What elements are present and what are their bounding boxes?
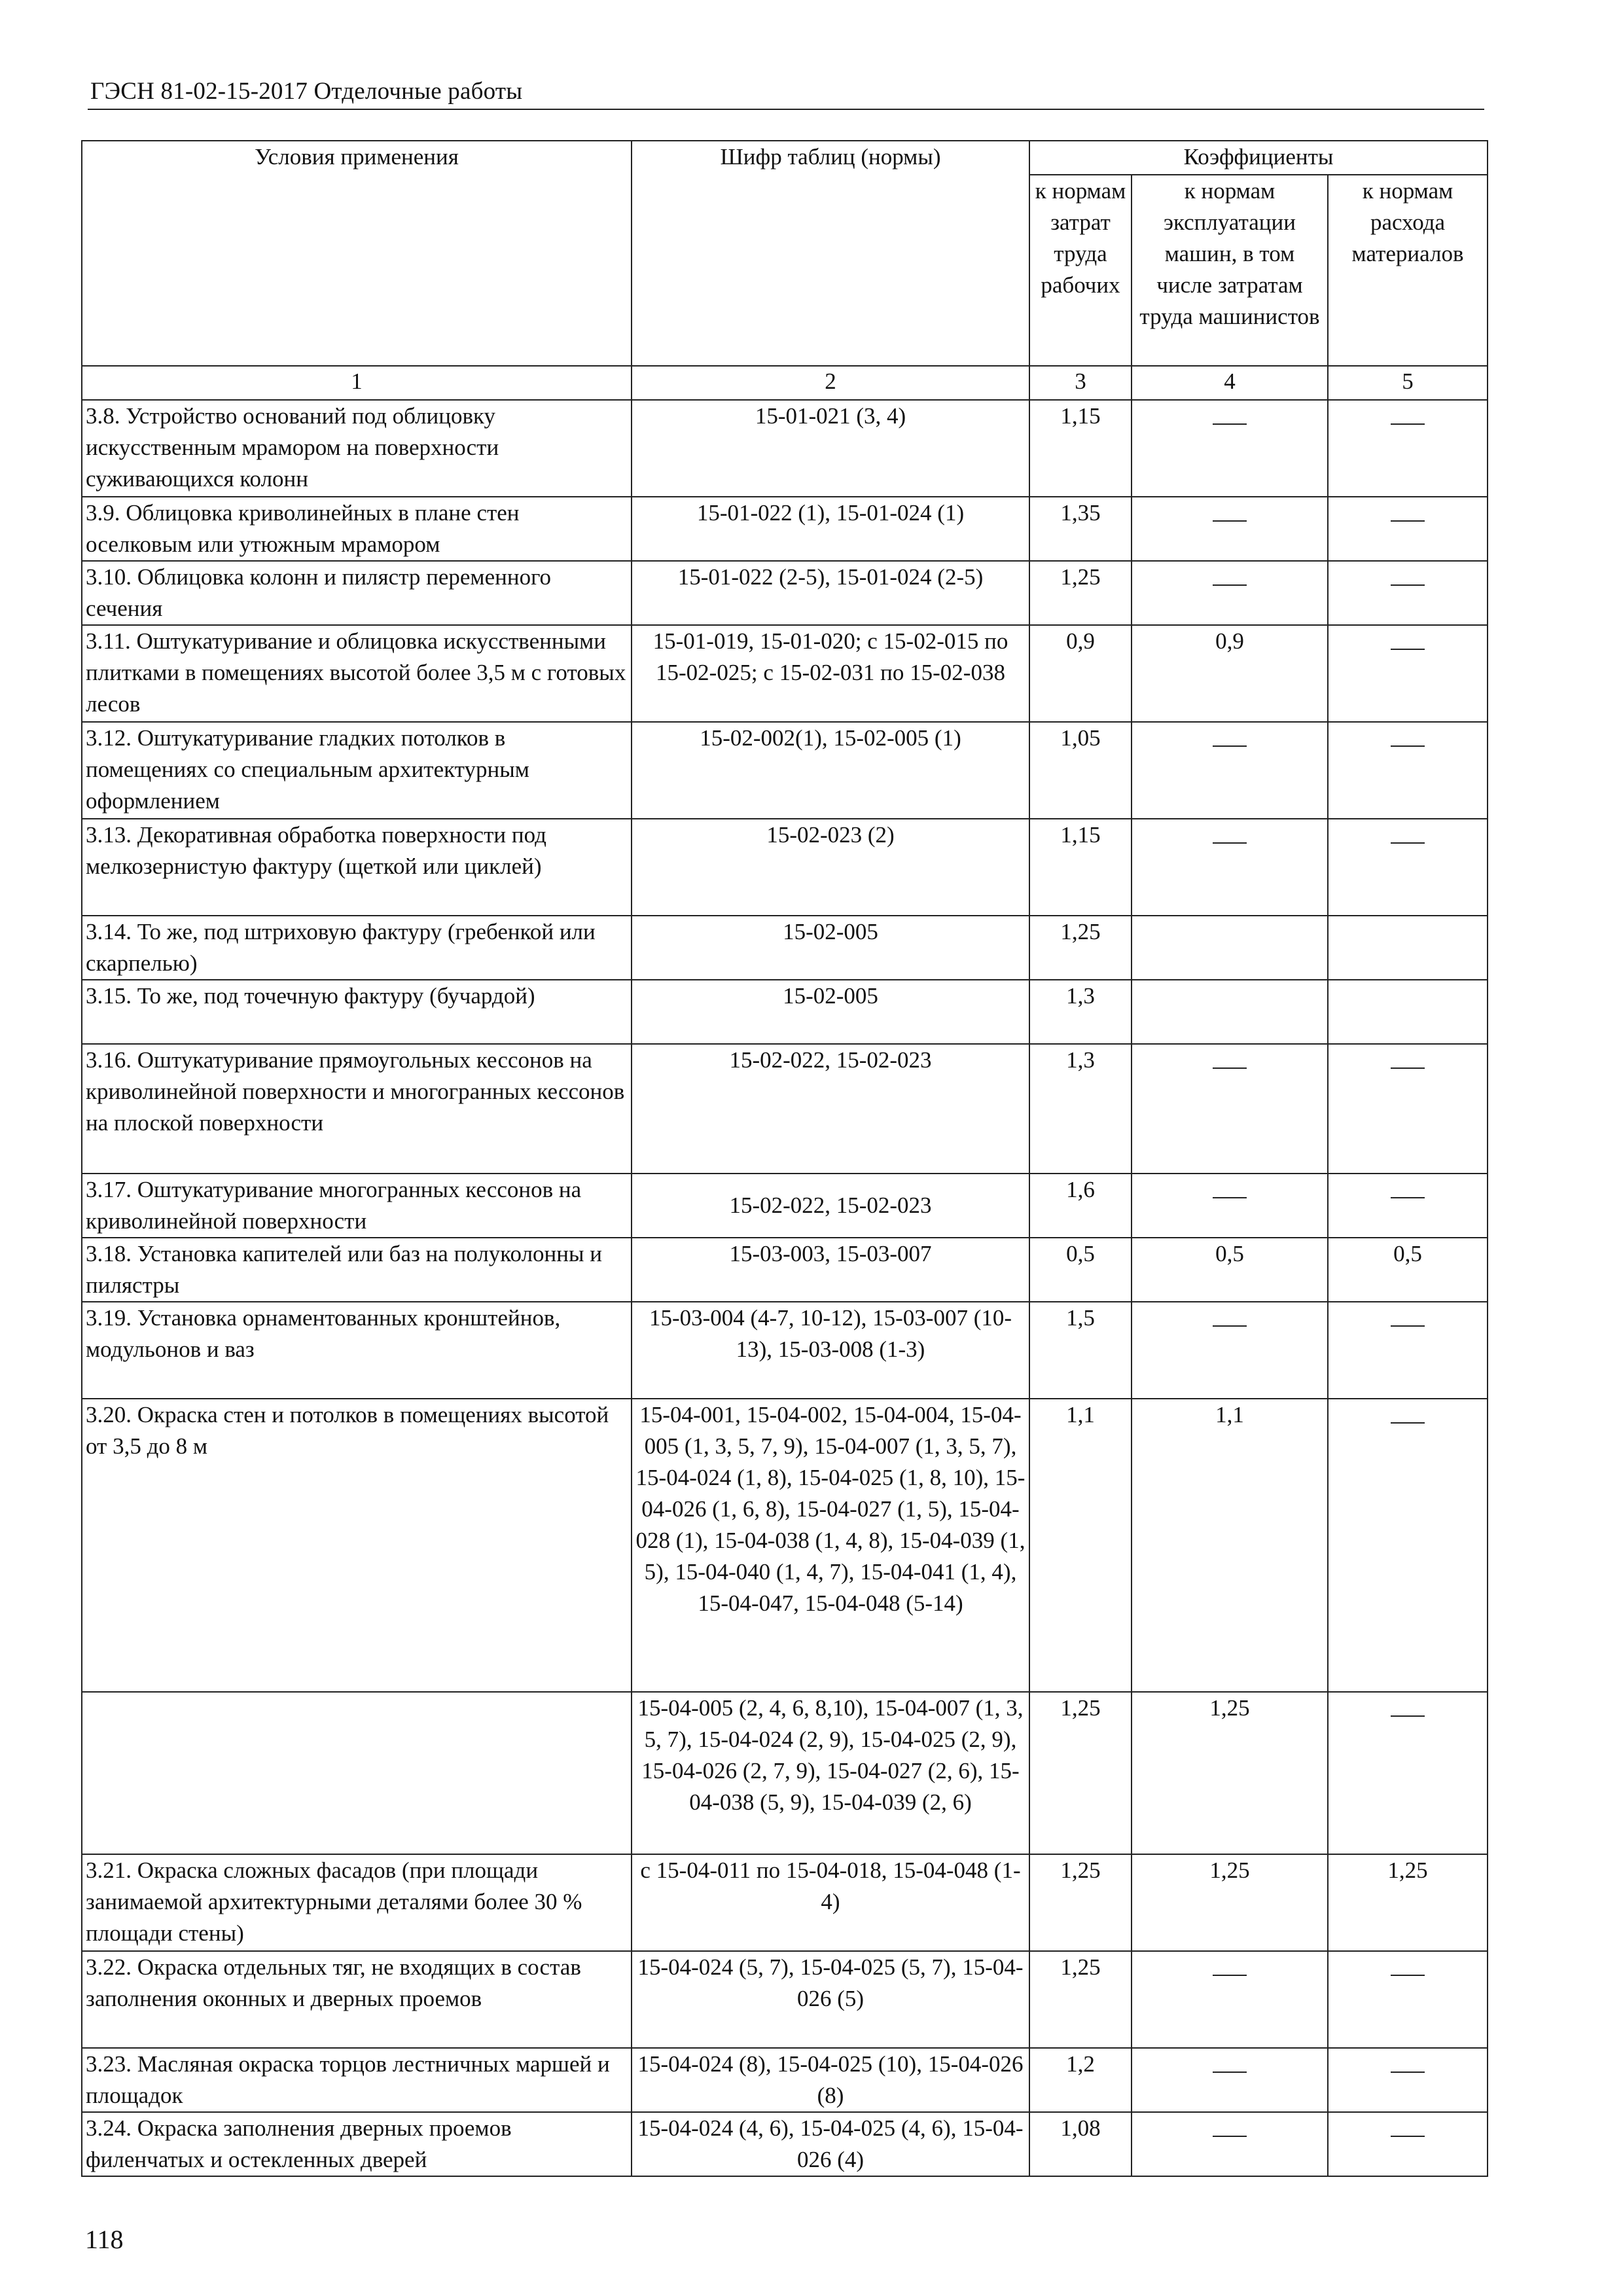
row-materials-coef: [1328, 1692, 1488, 1854]
row-labor-coef: 1,25: [1029, 1951, 1132, 2048]
dash-mark: [1213, 1197, 1247, 1198]
row-materials-coef: [1328, 2048, 1488, 2112]
row-condition: 3.14. То же, под штриховую фактуру (гребенкой или скарпелью): [82, 916, 632, 980]
table-row: [82, 2048, 1488, 2112]
row-code: 15-02-005: [632, 980, 1029, 1044]
row-code: 15-04-005 (2, 4, 6, 8,10), 15-04-007 (1, 3, 5, 7), 15-04-024 (2, 9), 15-04-025 (2, 9), 15-04-026 (2, 7, 9), 15-04-027 (2, 6), 15-04-038 (5, 9), 15-04-039 (2, 6): [632, 1692, 1029, 1854]
table-row: [82, 980, 1488, 1044]
row-labor-coef: 1,15: [1029, 819, 1132, 916]
dash-mark: [1391, 423, 1425, 425]
row-materials-coef: [1328, 1399, 1488, 1692]
dash-mark: [1391, 842, 1425, 844]
row-machines-coef: [1132, 819, 1328, 916]
table-row: [82, 625, 1488, 722]
dash-mark: [1213, 842, 1247, 844]
row-code: 15-02-005: [632, 916, 1029, 980]
row-machines-coef: [1132, 916, 1328, 980]
row-machines-coef: [1132, 2112, 1328, 2176]
row-materials-coef: 1,25: [1328, 1854, 1488, 1951]
dash-mark: [1213, 1325, 1247, 1327]
table-row: [82, 497, 1488, 561]
row-machines-coef: 1,1: [1132, 1399, 1328, 1692]
row-materials-coef: [1328, 2112, 1488, 2176]
row-machines-coef: 1,25: [1132, 1692, 1328, 1854]
dash-mark: [1213, 520, 1247, 522]
row-condition: 3.16. Оштукатуривание прямоугольных кессонов на криволинейной поверхности и многогранных кессонов на плоской поверхности: [82, 1044, 632, 1174]
row-labor-coef: 1,25: [1029, 1692, 1132, 1854]
table-row: [82, 561, 1488, 625]
row-materials-coef: [1328, 916, 1488, 980]
page-header-title: ГЭСН 81-02-15-2017 Отделочные работы: [90, 78, 523, 105]
row-code: 15-04-024 (5, 7), 15-04-025 (5, 7), 15-04-026 (5): [632, 1951, 1029, 2048]
row-condition: 3.19. Установка орнаментованных кронштейнов, модульонов и ваз: [82, 1302, 632, 1399]
header-materials: к нормам расхода материалов: [1328, 175, 1488, 366]
row-materials-coef: [1328, 1302, 1488, 1399]
row-materials-coef: [1328, 1951, 1488, 2048]
row-condition: 3.12. Оштукатуривание гладких потолков в помещениях со специальным архитектурным оформлением: [82, 722, 632, 819]
row-labor-coef: 1,25: [1029, 916, 1132, 980]
row-labor-coef: 1,05: [1029, 722, 1132, 819]
header-labor: к нормам затрат труда рабочих: [1029, 175, 1132, 366]
row-code: 15-02-002(1), 15-02-005 (1): [632, 722, 1029, 819]
table-row: [82, 400, 1488, 497]
dash-mark: [1213, 1067, 1247, 1069]
row-condition: 3.18. Установка капителей или баз на полуколонны и пилястры: [82, 1238, 632, 1302]
row-condition: 3.20. Окраска стен и потолков в помещениях высотой от 3,5 до 8 м: [82, 1399, 632, 1692]
row-labor-coef: 1,35: [1029, 497, 1132, 561]
table-row: [82, 1302, 1488, 1399]
row-materials-coef: [1328, 819, 1488, 916]
table-row: [82, 2112, 1488, 2176]
column-number: 3: [1029, 366, 1132, 400]
dash-mark: [1213, 745, 1247, 747]
row-machines-coef: [1132, 1951, 1328, 2048]
row-labor-coef: 1,25: [1029, 1854, 1132, 1951]
table-row: [82, 1044, 1488, 1174]
row-condition: 3.22. Окраска отдельных тяг, не входящих в состав заполнения оконных и дверных проемов: [82, 1951, 632, 2048]
row-labor-coef: 1,3: [1029, 1044, 1132, 1174]
header-conditions: Условия применения: [82, 141, 632, 366]
dash-mark: [1213, 584, 1247, 586]
dash-mark: [1391, 520, 1425, 522]
row-code: с 15-04-011 по 15-04-018, 15-04-048 (1-4): [632, 1854, 1029, 1951]
table-row: [82, 1692, 1488, 1854]
coefficients-table: [81, 140, 1488, 2177]
row-machines-coef: 0,9: [1132, 625, 1328, 722]
row-code: 15-02-022, 15-02-023: [632, 1044, 1029, 1174]
dash-mark: [1391, 1197, 1425, 1198]
row-code: 15-01-022 (1), 15-01-024 (1): [632, 497, 1029, 561]
row-code: 15-02-023 (2): [632, 819, 1029, 916]
table-row: [82, 916, 1488, 980]
table-row: [82, 1951, 1488, 2048]
dash-mark: [1391, 1325, 1425, 1327]
row-code: 15-01-019, 15-01-020; с 15-02-015 по 15-02-025; с 15-02-031 по 15-02-038: [632, 625, 1029, 722]
row-machines-coef: [1132, 1044, 1328, 1174]
dash-mark: [1213, 423, 1247, 425]
column-number: 4: [1132, 366, 1328, 400]
page-number: 118: [85, 2225, 124, 2254]
row-machines-coef: [1132, 722, 1328, 819]
row-labor-coef: 1,08: [1029, 2112, 1132, 2176]
row-labor-coef: 1,1: [1029, 1399, 1132, 1692]
row-labor-coef: 1,25: [1029, 561, 1132, 625]
table-row: [82, 1238, 1488, 1302]
row-condition: 3.23. Масляная окраска торцов лестничных маршей и площадок: [82, 2048, 632, 2112]
row-code: 15-03-004 (4-7, 10-12), 15-03-007 (10-13), 15-03-008 (1-3): [632, 1302, 1029, 1399]
row-labor-coef: 1,3: [1029, 980, 1132, 1044]
row-condition: 3.21. Окраска сложных фасадов (при площади занимаемой архитектурными деталями более 30 % площади стены): [82, 1854, 632, 1951]
header-machines: к нормам эксплуатации машин, в том числе затратам труда машинистов: [1132, 175, 1328, 366]
header-coefficients: Коэффициенты: [1029, 141, 1488, 175]
row-materials-coef: [1328, 625, 1488, 722]
dash-mark: [1391, 1422, 1425, 1424]
column-number: 5: [1328, 366, 1488, 400]
row-machines-coef: 1,25: [1132, 1854, 1328, 1951]
dash-mark: [1391, 1067, 1425, 1069]
row-condition: 3.8. Устройство оснований под облицовку искусственным мрамором на поверхности суживающихся колонн: [82, 400, 632, 497]
row-code: 15-04-001, 15-04-002, 15-04-004, 15-04-005 (1, 3, 5, 7, 9), 15-04-007 (1, 3, 5, 7), 15-04-024 (1, 8), 15-04-025 (1, 8, 10), 15-04-026 (1, 6, 8), 15-04-027 (1, 5), 15-04-028 (1), 15-04-038 (1, 4, 8), 15-04-039 (1, 5), 15-04-040 (1, 4, 7), 15-04-041 (1, 4), 15-04-047, 15-04-048 (5-14): [632, 1399, 1029, 1692]
row-labor-coef: 1,15: [1029, 400, 1132, 497]
row-machines-coef: [1132, 2048, 1328, 2112]
row-labor-coef: 0,9: [1029, 625, 1132, 722]
row-materials-coef: [1328, 561, 1488, 625]
table-row: [82, 722, 1488, 819]
header-code: Шифр таблиц (нормы): [632, 141, 1029, 366]
row-condition: 3.9. Облицовка криволинейных в плане стен оселковым или утюжным мрамором: [82, 497, 632, 561]
row-code: 15-02-022, 15-02-023: [632, 1174, 1029, 1238]
row-machines-coef: [1132, 497, 1328, 561]
table-row: [82, 1854, 1488, 1951]
table-row: [82, 819, 1488, 916]
row-condition: 3.15. То же, под точечную фактуру (бучардой): [82, 980, 632, 1044]
row-condition: 3.24. Окраска заполнения дверных проемов филенчатых и остекленных дверей: [82, 2112, 632, 2176]
dash-mark: [1391, 745, 1425, 747]
row-condition: 3.17. Оштукатуривание многогранных кессонов на криволинейной поверхности: [82, 1174, 632, 1238]
row-code: 15-01-022 (2-5), 15-01-024 (2-5): [632, 561, 1029, 625]
table-row: [82, 1174, 1488, 1238]
dash-mark: [1391, 2072, 1425, 2073]
row-machines-coef: [1132, 561, 1328, 625]
row-machines-coef: [1132, 980, 1328, 1044]
dash-mark: [1213, 1975, 1247, 1976]
row-condition: 3.13. Декоративная обработка поверхности под мелкозернистую фактуру (щеткой или циклей): [82, 819, 632, 916]
row-machines-coef: 0,5: [1132, 1238, 1328, 1302]
row-labor-coef: 1,6: [1029, 1174, 1132, 1238]
row-materials-coef: [1328, 722, 1488, 819]
dash-mark: [1213, 2072, 1247, 2073]
header-rule: [88, 109, 1484, 110]
dash-mark: [1213, 2136, 1247, 2137]
row-machines-coef: [1132, 1174, 1328, 1238]
row-labor-coef: 1,5: [1029, 1302, 1132, 1399]
row-condition: 3.10. Облицовка колонн и пилястр переменного сечения: [82, 561, 632, 625]
column-number: 1: [82, 366, 632, 400]
dash-mark: [1391, 1715, 1425, 1717]
row-machines-coef: [1132, 400, 1328, 497]
row-labor-coef: 1,2: [1029, 2048, 1132, 2112]
dash-mark: [1391, 649, 1425, 650]
row-materials-coef: [1328, 980, 1488, 1044]
row-materials-coef: [1328, 1044, 1488, 1174]
row-labor-coef: 0,5: [1029, 1238, 1132, 1302]
row-condition: 3.11. Оштукатуривание и облицовка искусственными плитками в помещениях высотой более 3,5 м с готовых лесов: [82, 625, 632, 722]
dash-mark: [1391, 2136, 1425, 2137]
row-materials-coef: [1328, 400, 1488, 497]
row-code: 15-01-021 (3, 4): [632, 400, 1029, 497]
row-materials-coef: [1328, 497, 1488, 561]
column-number: 2: [632, 366, 1029, 400]
dash-mark: [1391, 584, 1425, 586]
row-code: 15-04-024 (4, 6), 15-04-025 (4, 6), 15-04-026 (4): [632, 2112, 1029, 2176]
row-machines-coef: [1132, 1302, 1328, 1399]
row-materials-coef: [1328, 1174, 1488, 1238]
row-code: 15-04-024 (8), 15-04-025 (10), 15-04-026 (8): [632, 2048, 1029, 2112]
row-code: 15-03-003, 15-03-007: [632, 1238, 1029, 1302]
table-row: [82, 1399, 1488, 1692]
dash-mark: [1391, 1975, 1425, 1976]
row-condition: [82, 1692, 632, 1854]
row-materials-coef: 0,5: [1328, 1238, 1488, 1302]
